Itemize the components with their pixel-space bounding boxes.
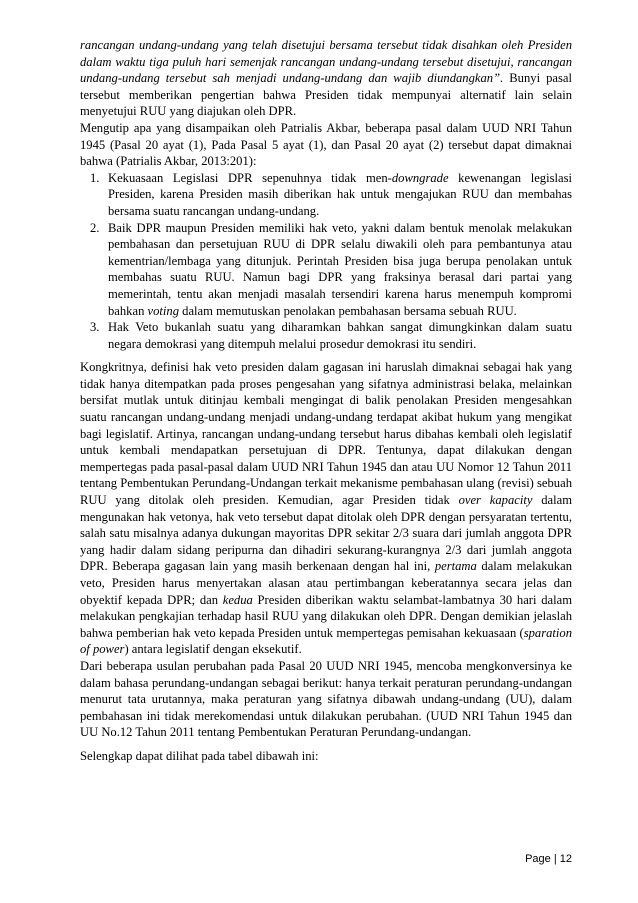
list-number: 2. [90,220,100,235]
paragraph-4: Dari beberapa usulan perubahan pada Pasal 20 UUD NRI 1945, mencoba mengkonversinya ke dalam bahasa perundang-undangan sebagai berikut: hanya terkait peraturan perundang-undangan menurut tata urutannya, maka peraturan yang sifatnya dibawah undang-undang (UU), dalam pembahasan ini tidak merekomendasi untuk dilakukan perubahan. (UUD NRI Tahun 1945 dan UU No.12 Tahun 2011 tentang Pembentukan Peraturan Perundang-undangan. [80,658,572,740]
numbered-list [80,170,572,353]
paragraph-5: Selengkap dapat dilihat pada tabel dibawah ini: [80,748,319,763]
page-body [80,37,572,765]
list-number: 3. [90,320,100,335]
paragraph-2: Mengutip apa yang disampaikan oleh Patrialis Akbar, beberapa pasal dalam UUD NRI Tahun 1945 (Pasal 20 ayat (1), Pada Pasal 5 ayat (1), dan Pasal 20 ayat (2) tersebut dapat dimaknai bahwa (Patrialis Akbar, 2013:201): [80,120,572,169]
quote-text: rancangan undang-undang yang telah disetujui bersama tersebut tidak disahkan oleh Presiden dalam waktu tiga puluh hari semenjak rancangan undang-undang tersebut disetujui, rancangan undang-undang tersebut sah menjadi undang-undang dan wajib diundangkan”. [80,38,572,86]
list-item: 1. Kekuasaan Legislasi DPR sepenuhnya tidak men-downgrade kewenangan legislasi Presiden, karena Presiden masih diberikan hak untuk mengajukan RUU dan membahas bersama suatu rancangan undang-undang. [90,170,572,218]
list-item: 3. Hak Veto bukanlah suatu yang diharamkan bahkan sangat dimungkinkan dalam suatu negara demokrasi yang ditempuh melalui prosedur demokrasi itu sendiri. [90,320,572,351]
paragraph-3: Kongkritnya, definisi hak veto presiden dalam gagasan ini haruslah dimaknai sebagai hak yang tidak hanya ditempatkan pada proses pengesahan yang sifatnya administrasi belaka, melainkan bersifat mutlak untuk ditinjau kembali mengingat di balik penolakan Presiden mengesahkan suatu rancangan undang-undang menjadi undang-undang terdapat akibat hukum yang mengikat bagi legislatif. Artinya, rancangan undang-undang tersebut harus dibahas kembali oleh legislatif untuk kembali mendapatkan persetujuan di DPR. Tentunya, dapat dilakukan dengan mempertegas pada pasal-pasal dalam UUD NRI Tahun 1945 dan atau UU Nomor 12 Tahun 2011 tentang Pembentukan Perundang-Undangan terkait mekanisme pembahasan ulang (revisi) sebuah RUU yang ditolak oleh presiden. Kemudian, agar Presiden tidak over kapacity dalam mengunakan hak vetonya, hak veto tersebut dapat ditolak oleh DPR dengan persyaratan tertentu, salah satu misalnya adanya dukungan mayoritas DPR sekitar 2/3 suara dari jumlah anggota DPR yang hadir dalam sidang peripurna dan dihadiri sekurang-kurangnya 2/3 dari jumlah anggota DPR. Beberapa gagasan lain yang masih berkenaan dengan hal ini, pertama dalam melakukan veto, Presiden harus menyertakan alasan atau pertimbangan keberatannya secara jelas dan obyektif kepada DPR; dan kedua Presiden diberikan waktu selambat-lambatnya 30 hari dalam melakukan pengkajian terhadap hasil RUU yang dilakukan oleh DPR. Dengan demikian jelaslah bahwa pemberian hak veto kepada Presiden untuk mempertegas pemisahan kekuasaan (sparation of power) antara legislatif dengan eksekutif. [80,360,572,657]
list-number: 1. [90,170,100,185]
paragraph-1 [80,37,572,120]
paragraph-text: Bunyi pasal tersebut memberikan pengertian bahwa Presiden tidak mempunyai alternatif lain selain menyetujui RUU yang diajukan oleh DPR. [80,71,572,119]
page-number: Page | 12 [525,853,572,865]
list-item: 2. Baik DPR maupun Presiden memiliki hak veto, yakni dalam bentuk menolak melakukan pembahasan dan persetujuan RUU di DPR selalu diwakili oleh para pembantunya atau kementrian/lembaga yang ditunjuk. Perintah Presiden bisa juga berupa penolakan untuk membahas suatu RUU. Namun bagi DPR yang fraksinya berasal dari partai yang memerintah, tentu akan menjadi masalah tersendiri karena harus menempuh kompromi bahkan voting dalam memutuskan penolakan pembahasan bersama sebuah RUU. [90,220,572,318]
